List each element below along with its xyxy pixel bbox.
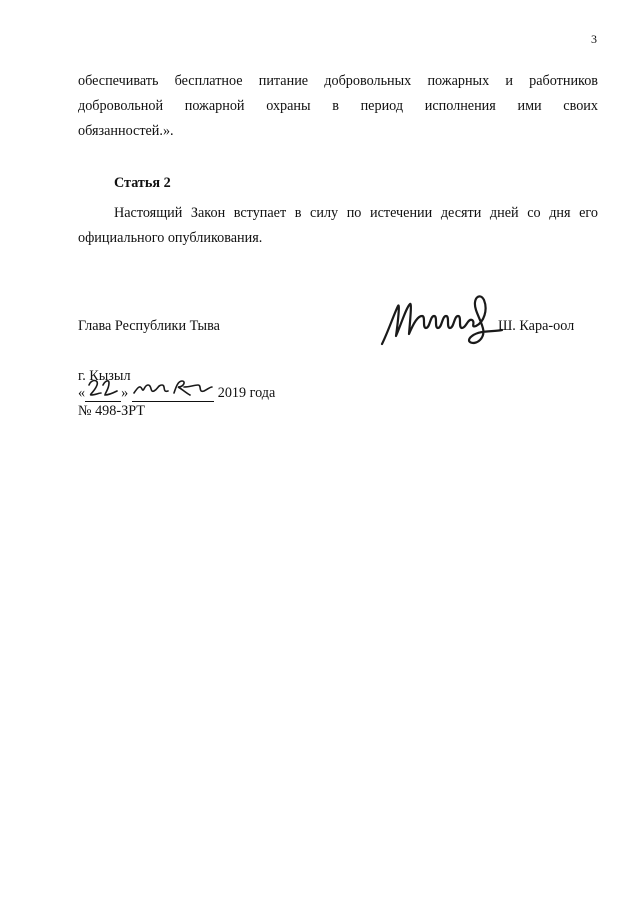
handwritten-month-icon <box>132 373 214 399</box>
signer-name: Ш. Кара-оол <box>498 318 575 334</box>
handwritten-signature-icon <box>376 292 506 352</box>
paragraph-line: добровольной пожарной охраны в период исполнения ими своих <box>78 98 598 114</box>
quote-open: « <box>78 385 86 401</box>
date-month-field <box>132 387 214 402</box>
page-number: 3 <box>591 32 597 46</box>
signer-title: Глава Республики Тыва <box>78 318 220 334</box>
continuation-paragraph <box>78 69 598 144</box>
paragraph-line: обязанностей.». <box>78 123 174 139</box>
article-paragraph <box>78 201 598 251</box>
date-line <box>78 385 275 403</box>
signature-block <box>78 314 598 354</box>
document-number: № 498-ЗРТ <box>78 403 145 419</box>
paragraph-line: Настоящий Закон вступает в силу по истечении десяти дней со дня его <box>114 205 598 221</box>
quote-close: » <box>121 385 129 401</box>
date-day-field <box>85 387 121 402</box>
handwritten-day-icon <box>85 373 121 399</box>
date-year: 2019 года <box>217 385 276 401</box>
paragraph-line: обеспечивать бесплатное питание добровольных пожарных и работников <box>78 73 598 89</box>
article-heading: Статья 2 <box>114 175 171 191</box>
city: г. Кызыл <box>78 368 131 384</box>
place-date-block <box>78 368 275 420</box>
paragraph-line: официального опубликования. <box>78 230 263 246</box>
